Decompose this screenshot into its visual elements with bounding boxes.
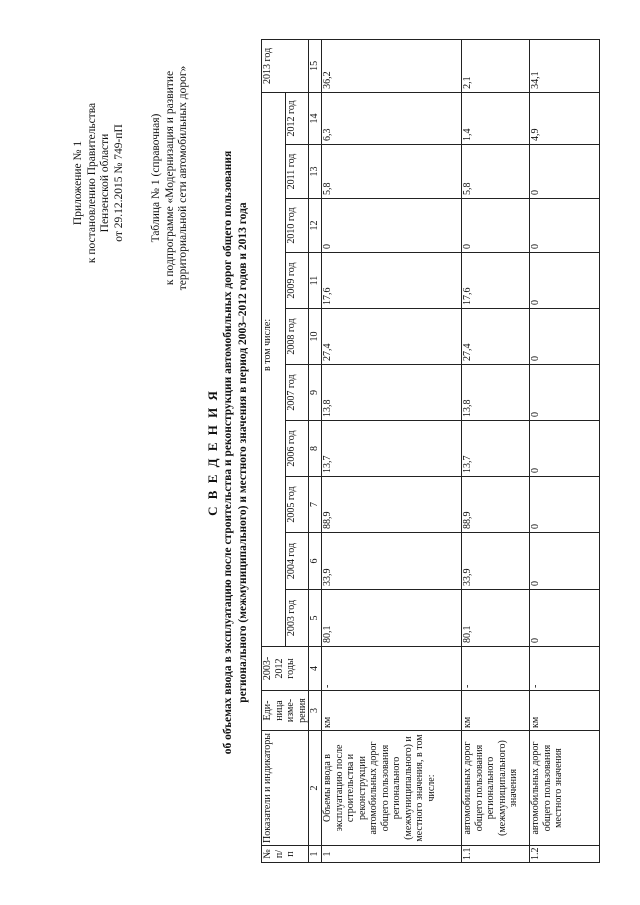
header-num: № п/п	[262, 846, 309, 863]
column-index: 11	[309, 253, 322, 309]
document-subtitle: регионального (межмуниципального) и местного значения в период 2003–2012 годов и 2013 года	[237, 202, 249, 703]
row-number: 1	[322, 846, 462, 863]
column-index: 8	[309, 421, 322, 477]
appendix-line: Приложение № 1	[72, 140, 84, 226]
value-2009: 0	[530, 253, 600, 309]
value-2008: 27,4	[322, 309, 462, 365]
header-indicators: Показатели и индикаторы	[262, 731, 309, 846]
header-year-2005: 2005 год	[285, 477, 309, 533]
column-index: 1	[309, 846, 322, 863]
value-2011: 5,8	[462, 145, 530, 199]
value-2013: 34,1	[530, 39, 600, 92]
appendix-line: к постановлению Правительства	[85, 102, 98, 264]
value-2004: 33,9	[322, 533, 462, 590]
header-year-2003: 2003 год	[285, 590, 309, 647]
value-2004: 0	[530, 533, 600, 590]
row-period: -	[322, 647, 462, 691]
column-index: 15	[309, 39, 322, 92]
value-2005: 88,9	[462, 477, 530, 533]
appendix-block	[72, 53, 126, 313]
header-year-2010: 2010 год	[285, 199, 309, 253]
appendix-line: от 29.12.2015 № 749-пП	[112, 124, 125, 242]
table-reference-line: к подпрограмме «Модернизация и развитие	[163, 70, 176, 286]
data-table	[261, 39, 600, 863]
appendix-line: Пензенской области	[99, 133, 111, 233]
value-2011: 0	[530, 145, 600, 199]
table-row	[530, 39, 600, 862]
row-indicator: Объемы ввода в эксплуатацию после строительства и реконструкции автомобильных дорог общего пользования регионального (межмуниципального) и местного значения, в том числе:	[322, 731, 462, 846]
value-2012: 6,3	[322, 92, 462, 144]
value-2006: 13,7	[322, 421, 462, 477]
row-unit: км	[462, 691, 530, 731]
value-2008: 27,4	[462, 309, 530, 365]
header-year-2006: 2006 год	[285, 421, 309, 477]
row-indicator: автомобильных дорог общего пользования регионального (межмуниципального) значения	[462, 731, 530, 846]
header-unit: Еди-ница изме-рения	[262, 691, 309, 731]
row-unit: км	[530, 691, 600, 731]
header-year-2008: 2008 год	[285, 309, 309, 365]
table-row	[462, 39, 530, 862]
row-period: -	[462, 647, 530, 691]
value-2011: 5,8	[322, 145, 462, 199]
document-subtitle: об объемах ввода в эксплуатацию после строительства и реконструкции автомобильных дорог общего пользования	[222, 150, 234, 755]
header-year-2004: 2004 год	[285, 533, 309, 590]
column-index: 2	[309, 731, 322, 846]
value-2007: 13,8	[462, 365, 530, 421]
column-index: 14	[309, 92, 322, 144]
value-2012: 4,9	[530, 92, 600, 144]
value-2006: 13,7	[462, 421, 530, 477]
header-year-2009: 2009 год	[285, 253, 309, 309]
value-2010: 0	[530, 199, 600, 253]
value-2003: 0	[530, 590, 600, 647]
value-2007: 0	[530, 365, 600, 421]
value-2010: 0	[322, 199, 462, 253]
value-2013: 36,2	[322, 39, 462, 92]
header-period: 2003-2012 годы	[262, 647, 309, 691]
column-index: 3	[309, 691, 322, 731]
value-2012: 1,4	[462, 92, 530, 144]
value-2003: 80,1	[462, 590, 530, 647]
row-unit: км	[322, 691, 462, 731]
value-2005: 0	[530, 477, 600, 533]
value-2004: 33,9	[462, 533, 530, 590]
column-index: 4	[309, 647, 322, 691]
column-index: 12	[309, 199, 322, 253]
column-index: 13	[309, 145, 322, 199]
table-reference-block	[150, 48, 191, 308]
column-index: 7	[309, 477, 322, 533]
column-index: 6	[309, 533, 322, 590]
header-year-2011: 2011 год	[285, 145, 309, 199]
table-reference-line: Таблица № 1 (справочная)	[150, 113, 162, 243]
column-index: 10	[309, 309, 322, 365]
table-reference-line: территориальной сети автомобильных дорог»	[177, 65, 189, 291]
document-title: С В Е Д Е Н И Я	[205, 389, 220, 516]
column-index: 5	[309, 590, 322, 647]
row-number: 1.2	[530, 846, 600, 863]
row-number: 1.1	[462, 846, 530, 863]
header-year-2013: 2013 год	[262, 39, 309, 92]
value-2005: 88,9	[322, 477, 462, 533]
header-year-2007: 2007 год	[285, 365, 309, 421]
value-2006: 0	[530, 421, 600, 477]
table-row	[322, 39, 462, 862]
row-period: -	[530, 647, 600, 691]
column-index: 9	[309, 365, 322, 421]
column-index-row	[309, 39, 322, 862]
value-2009: 17,6	[322, 253, 462, 309]
value-2007: 13,8	[322, 365, 462, 421]
row-indicator: автомобильных дорог общего пользования местного значения	[530, 731, 600, 846]
value-2009: 17,6	[462, 253, 530, 309]
value-2013: 2,1	[462, 39, 530, 92]
header-year-2012: 2012 год	[285, 92, 309, 144]
header-including: в том числе:	[262, 92, 286, 646]
value-2008: 0	[530, 309, 600, 365]
value-2003: 80,1	[322, 590, 462, 647]
value-2010: 0	[462, 199, 530, 253]
